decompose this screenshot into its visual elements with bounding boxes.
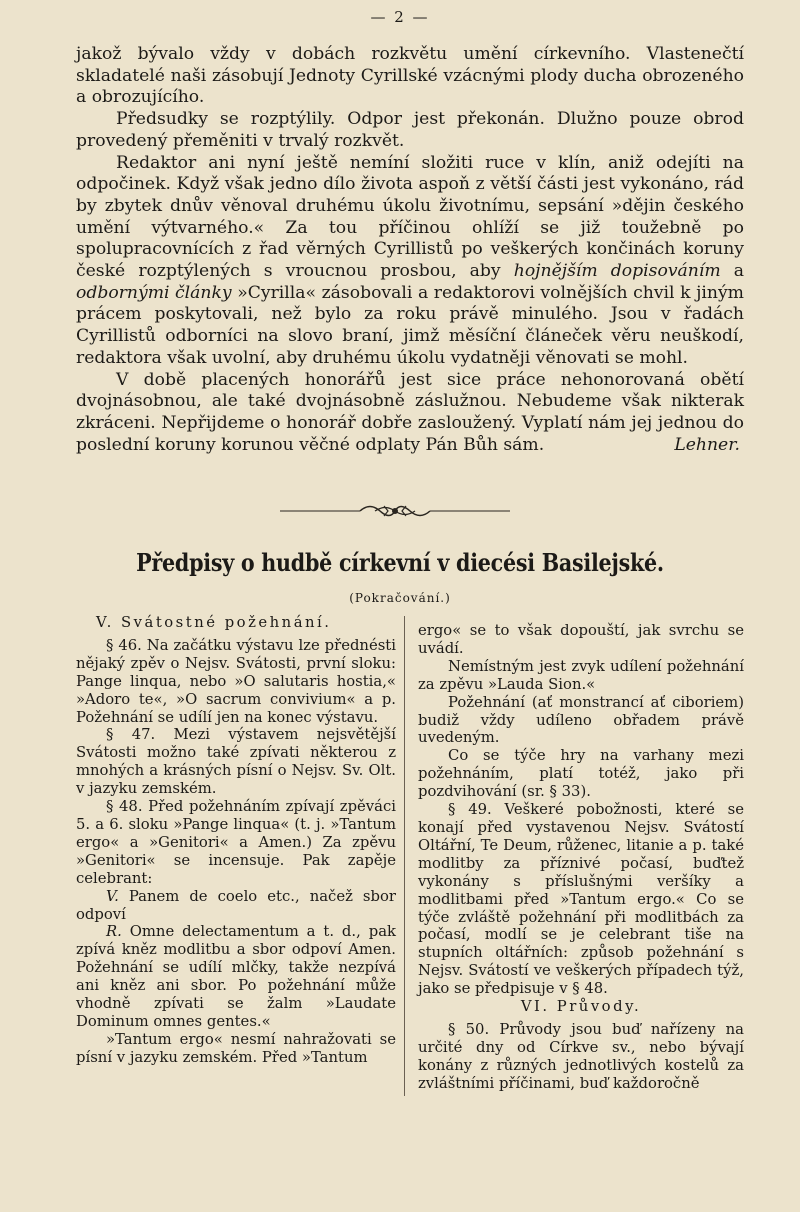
emphasis-dopisovani: hojnějším dopisováním [513,261,721,282]
right-column [418,622,744,1093]
intro-paragraph-3 [76,153,744,370]
page-number: — 2 — [370,8,430,26]
paragraph-46: § 46. Na začátku výstavu lze přednésti nějaký zpěv o Nejsv. Svátosti, první sloku: Pange linqua, nebo »O salutaris hostia,« »Adoro te«, »O sacrum convivium« a p. Požehnání se udílí jen na konec výstavu. [76,636,396,726]
paragraph-47: § 47. Mezi výstavem nejsvětější Svátosti možno také zpívati některou z mnohých a krásných písní o Nejsv. Sv. Olt. v jazyku zemském. [76,726,396,798]
emphasis-clanky: odbornými články [76,282,232,303]
paragraph-varhany: Co se týče hry na varhany mezi požehnáním, platí totéž, jako při pozdvihování (sr. § 33). [418,747,744,801]
left-column [76,614,396,1067]
text-run: a [720,261,745,282]
intro-paragraph-2: Předsudky se rozptýlily. Odpor jest překonán. Dlužno pouze obrod provedený přeměniti v trvalý rozkvět. [76,109,744,151]
response-mark: R. [106,923,122,941]
signature: Lehner. [674,434,740,455]
column-divider [404,616,405,1096]
decorative-flourish-icon [280,500,510,522]
versicle-text: Panem de coelo etc., načež sbor odpoví [76,887,396,923]
response-text: Omne delectamentum a t. d., pak zpívá kněz modlitbu a sbor odpoví Amen. Požehnání se udílí mlčky, takže nezpívá ani kněz ani sbor. Po požehnání může vhodně zpívati se žalm »Laudate Dominum omnes gentes.« [76,923,396,1030]
text-run: Redaktor ani nyní ještě nemíní složiti ruce v klín, aniž odejíti na odpočinek. Když však jedno dílo života aspoň z větší části jest vykonáno, rád by zbytek dnův věnoval druhému úkolu životnímu, sepsání »dějin českého umění výtvarného.« Za tou příčinou ohlíží se již toužebně po spolupracovnících z řad věrných Cyrillistů po veškerých končinách koruny české rozptýlených s vroucnou prosbou, aby [76,152,744,282]
intro-paragraph-1: jakož bývalo vždy v dobách rozkvětu umění církevního. Vlastenečtí skladatelé naši zásobují Jednoty Cyrillské vzácnými plody ducha obrozeného a obrozujícího. [76,44,744,108]
paragraph-continuation: ergo« se to však dopouští, jak svrchu se uvádí. [418,622,744,657]
intro-paragraph-4 [76,370,744,457]
versicle [76,888,396,924]
paragraph-49: § 49. Veškeré pobožnosti, které se konají před vystavenou Nejsv. Svátostí Oltářní, Te Deum, růženec, litanie a p. také modlitby za příznivé počasí, buďtež vykonány s příslušnými veršíky a modlitbami před »Tantum ergo.« Co se týče zvláště požehnání při modlitbách za počasí, modlí se je celebrant tiše na stupních oltářních: způsob požehnání s Nejsv. Svátostí ve veškerých případech týž, jako se předpisuje v § 48. [418,801,744,998]
article-title: Předpisy o hudbě církevní v diecési Basilejské. [136,548,664,577]
section-heading-vi: VI. Průvody. [520,998,642,1016]
paragraph-50: § 50. Průvody jsou buď nařízeny na určité dny od Církve sv., nebo bývají konány z různých jednotlivých kostelů za zvláštními příčinami, buď každoročně [418,1020,744,1092]
intro-text [76,44,744,456]
response [76,923,396,1030]
paragraph-tantum: »Tantum ergo« nesmí nahražovati se písní v jazyku zemském. Před »Tantum [76,1030,396,1066]
text-run: »Cyrilla« zásobovali a redaktorovi volnějších chvil k jiným prácem poskytovali, než bylo za roku právě minulého. Jsou v řadách Cyrillistů odborníci na slovo braní, jimž měsíční článeček věru neuškodí, redaktora však uvolní, aby druhému úkolu vydatněji věnovati se mohl. [76,282,744,368]
text-run: V době placených honorářů jest sice práce nehonorovaná obětí dvojnásobnou, ale také dvojnásobně záslužnou. Nebudeme však nikterak zkráceni. Nepřijdeme o honorář dobře zasloužený. Vyplatí nám jej jednou do poslední koruny korunou věčné odplaty Pán Bůh sám. [76,369,744,455]
paragraph-nemistnym: Nemístným jest zvyk udílení požehnání za zpěvu »Lauda Sion.« [418,657,744,693]
versicle-mark: V. [106,887,119,905]
paragraph-48: § 48. Před požehnáním zpívají zpěváci 5. a 6. sloku »Pange linqua« (t. j. »Tantum ergo« a »Genitori« a Amen.) Za zpěvu »Genitori« se incensuje. Pak zapěje celebrant: [76,798,396,887]
continuation-note: (Pokračování.) [349,591,451,605]
paragraph-pozehnani: Požehnání (ať monstrancí ať ciboriem) budiž vždy udíleno obřadem právě uvedeným. [418,693,744,747]
section-heading-v: V. Svátostné požehnání. [96,614,332,631]
